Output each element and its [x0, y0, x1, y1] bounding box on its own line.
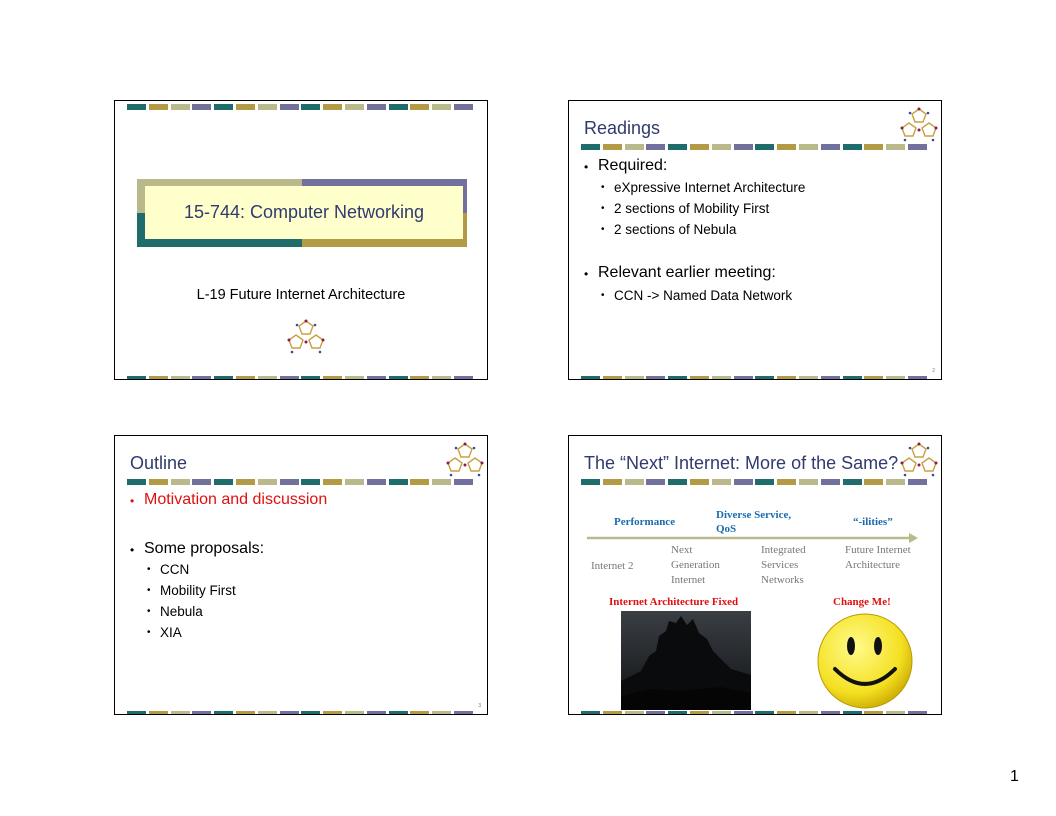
stripe-segment	[258, 376, 277, 379]
stripe-segment	[280, 711, 299, 714]
stripe-segment	[886, 376, 905, 379]
sub-bullet: • Mobility First	[147, 583, 236, 598]
stripe-segment	[799, 376, 818, 379]
smiley-face-icon	[815, 611, 915, 709]
stripe-segment	[171, 711, 190, 714]
stripe-segment	[127, 376, 146, 379]
stripe-segment	[777, 479, 796, 485]
stripe-segment	[149, 104, 168, 110]
stripe-segment	[625, 479, 644, 485]
stripe-segment	[149, 479, 168, 485]
label-diverse-service: Diverse Service, QoS	[716, 509, 792, 535]
stripe-segment	[389, 479, 408, 485]
bullet-relevant: • Relevant earlier meeting:	[584, 264, 776, 282]
stripe-segment	[821, 479, 840, 485]
stripe-segment	[171, 376, 190, 379]
stripe-segment	[214, 104, 233, 110]
stripe-segment	[214, 479, 233, 485]
stripe-segment	[734, 711, 753, 714]
stripe-segment	[389, 104, 408, 110]
stripe-segment	[454, 376, 473, 379]
stripe-segment	[821, 144, 840, 150]
stripe-segment	[690, 376, 709, 379]
stripe-segment	[777, 144, 796, 150]
stripe-segment	[864, 479, 883, 485]
stripe-segment	[843, 711, 862, 714]
stripe-segment	[410, 376, 429, 379]
stripe-segment	[192, 104, 211, 110]
caption-architecture-fixed: Internet Architecture Fixed	[609, 596, 739, 608]
stripe-segment	[690, 711, 709, 714]
label-future-internet: Future Internet Architecture	[845, 544, 911, 571]
stripe-segment	[280, 479, 299, 485]
stripe-segment	[345, 711, 364, 714]
stripe-segment	[301, 711, 320, 714]
stripe-segment	[734, 479, 753, 485]
stripe-segment	[799, 479, 818, 485]
sub-bullet: • 2 sections of Mobility First	[601, 201, 769, 216]
slide-title: 15-744: Computer Networking	[145, 186, 463, 239]
stripe-segment	[127, 479, 146, 485]
stripe-segment	[367, 479, 386, 485]
stripe-segment	[127, 104, 146, 110]
stripe-segment	[712, 144, 731, 150]
slide-title: Outline	[130, 453, 188, 473]
title-color-stripe	[127, 479, 476, 485]
stripe-segment	[171, 104, 190, 110]
sub-bullet: • CCN -> Named Data Network	[601, 288, 792, 303]
stripe-segment	[755, 711, 774, 714]
stripe-segment	[410, 479, 429, 485]
slide-title: Readings	[584, 118, 661, 138]
stripe-segment	[603, 144, 622, 150]
bottom-color-stripe	[127, 376, 476, 379]
stripe-segment	[149, 376, 168, 379]
stripe-segment	[410, 711, 429, 714]
stripe-segment	[258, 711, 277, 714]
sub-bullet: • XIA	[147, 625, 182, 640]
stripe-segment	[581, 144, 600, 150]
sub-bullet: • 2 sections of Nebula	[601, 222, 736, 237]
stripe-segment	[432, 104, 451, 110]
stripe-segment	[127, 711, 146, 714]
stripe-segment	[886, 479, 905, 485]
bullet-required: • Required:	[584, 157, 667, 175]
slide-1-thumbnail	[114, 100, 488, 380]
stripe-segment	[454, 711, 473, 714]
stripe-segment	[843, 144, 862, 150]
stripe-segment	[646, 144, 665, 150]
molecule-logo-icon	[445, 441, 485, 479]
stripe-segment	[432, 376, 451, 379]
stripe-segment	[236, 479, 255, 485]
stripe-segment	[646, 479, 665, 485]
molecule-logo-icon	[899, 106, 939, 144]
top-color-stripe	[127, 104, 476, 110]
stripe-segment	[367, 104, 386, 110]
stripe-segment	[581, 479, 600, 485]
stripe-segment	[646, 711, 665, 714]
bullet-proposals: • Some proposals:	[130, 540, 264, 558]
stripe-segment	[236, 104, 255, 110]
stripe-segment	[799, 711, 818, 714]
slide-page-number: 2	[932, 368, 935, 374]
stripe-segment	[367, 711, 386, 714]
stripe-segment	[323, 376, 342, 379]
label-internet-2: Internet 2	[591, 560, 634, 572]
stripe-segment	[581, 711, 600, 714]
stripe-segment	[345, 376, 364, 379]
stripe-segment	[258, 104, 277, 110]
stripe-segment	[734, 144, 753, 150]
sub-bullet: • eXpressive Internet Architecture	[601, 180, 805, 195]
stripe-segment	[712, 479, 731, 485]
bottom-color-stripe	[581, 711, 930, 714]
label-performance: Performance	[614, 516, 676, 528]
stripe-segment	[389, 376, 408, 379]
stripe-segment	[432, 479, 451, 485]
stripe-segment	[908, 144, 927, 150]
stripe-segment	[214, 376, 233, 379]
molecule-logo-icon	[899, 441, 939, 479]
stripe-segment	[323, 104, 342, 110]
stripe-segment	[345, 104, 364, 110]
caption-change-me: Change Me!	[833, 596, 891, 608]
stripe-segment	[581, 376, 600, 379]
stripe-segment	[432, 711, 451, 714]
stripe-segment	[258, 479, 277, 485]
stripe-segment	[192, 711, 211, 714]
stripe-segment	[712, 376, 731, 379]
stripe-segment	[454, 479, 473, 485]
label-next-generation: Next Generation Internet	[671, 544, 720, 586]
slide-subtitle: L-19 Future Internet Architecture	[196, 287, 406, 303]
slide-title: The “Next” Internet: More of the Same?	[584, 453, 899, 473]
stripe-segment	[214, 711, 233, 714]
stripe-segment	[668, 711, 687, 714]
stripe-segment	[603, 479, 622, 485]
stripe-segment	[625, 711, 644, 714]
dark-castle-image	[621, 611, 751, 710]
page-number: 1	[1010, 768, 1019, 785]
sub-bullet: • CCN	[147, 562, 189, 577]
stripe-segment	[668, 144, 687, 150]
stripe-segment	[236, 376, 255, 379]
stripe-segment	[323, 479, 342, 485]
stripe-segment	[777, 711, 796, 714]
slide-3-thumbnail	[114, 435, 488, 715]
stripe-segment	[908, 479, 927, 485]
stripe-segment	[712, 711, 731, 714]
stripe-segment	[755, 376, 774, 379]
title-color-stripe	[581, 479, 930, 485]
stripe-segment	[603, 711, 622, 714]
stripe-segment	[301, 479, 320, 485]
stripe-segment	[625, 144, 644, 150]
stripe-segment	[886, 144, 905, 150]
label-ilities: “-ilities”	[853, 516, 893, 528]
stripe-segment	[301, 104, 320, 110]
bottom-color-stripe	[127, 711, 476, 714]
sub-bullet: • Nebula	[147, 604, 203, 619]
stripe-segment	[192, 376, 211, 379]
stripe-segment	[323, 711, 342, 714]
molecule-logo-icon	[286, 318, 326, 356]
stripe-segment	[603, 376, 622, 379]
stripe-segment	[734, 376, 753, 379]
stripe-segment	[389, 711, 408, 714]
bullet-motivation: • Motivation and discussion	[130, 491, 327, 509]
stripe-segment	[908, 376, 927, 379]
stripe-segment	[646, 376, 665, 379]
stripe-segment	[410, 104, 429, 110]
stripe-segment	[345, 479, 364, 485]
stripe-segment	[755, 144, 774, 150]
stripe-segment	[668, 479, 687, 485]
stripe-segment	[908, 711, 927, 714]
stripe-segment	[454, 104, 473, 110]
stripe-segment	[690, 479, 709, 485]
stripe-segment	[755, 479, 774, 485]
label-integrated-services: Integrated Services Networks	[761, 544, 806, 586]
stripe-segment	[301, 376, 320, 379]
stripe-segment	[843, 479, 862, 485]
stripe-segment	[192, 479, 211, 485]
title-color-stripe	[581, 144, 930, 150]
stripe-segment	[280, 376, 299, 379]
stripe-segment	[236, 711, 255, 714]
stripe-segment	[149, 711, 168, 714]
stripe-segment	[690, 144, 709, 150]
stripe-segment	[367, 376, 386, 379]
stripe-segment	[777, 376, 796, 379]
stripe-segment	[625, 376, 644, 379]
stripe-segment	[864, 144, 883, 150]
stripe-segment	[821, 376, 840, 379]
stripe-segment	[886, 711, 905, 714]
stripe-segment	[799, 144, 818, 150]
bottom-color-stripe	[581, 376, 930, 379]
slide-4-thumbnail	[568, 435, 942, 715]
slide-2-thumbnail	[568, 100, 942, 380]
stripe-segment	[280, 104, 299, 110]
stripe-segment	[843, 376, 862, 379]
stripe-segment	[864, 711, 883, 714]
stripe-segment	[821, 711, 840, 714]
stripe-segment	[171, 479, 190, 485]
stripe-segment	[864, 376, 883, 379]
stripe-segment	[668, 376, 687, 379]
slide-page-number: 3	[478, 703, 481, 709]
